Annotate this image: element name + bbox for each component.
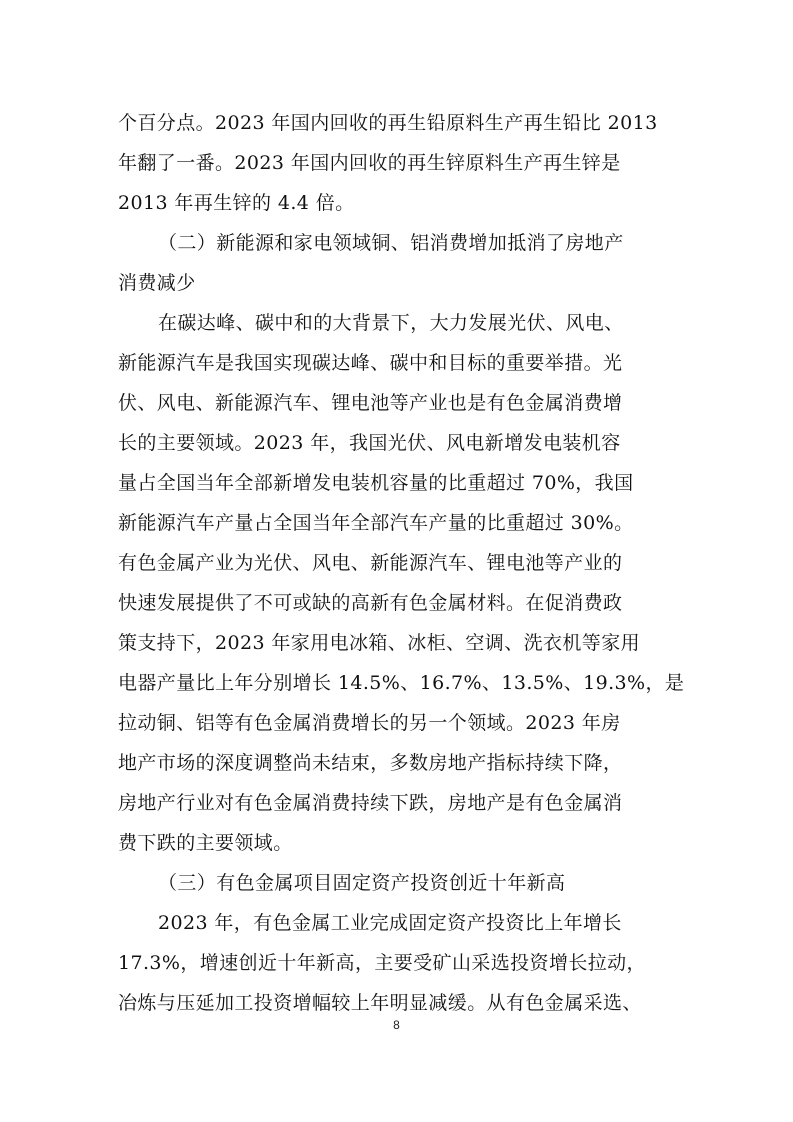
body-text-line: 拉动铜、铝等有色金属消费增长的另一个领域。2023 年房 bbox=[118, 712, 621, 734]
body-text-line: 地产市场的深度调整尚未结束，多数房地产指标持续下降， bbox=[118, 752, 623, 774]
page-number: 8 bbox=[393, 1018, 400, 1032]
body-text-line: 量占全国当年全部新增发电装机容量的比重超过 70%，我国 bbox=[118, 472, 634, 494]
body-text-line: 房地产行业对有色金属消费持续下跌，房地产是有色金属消 bbox=[118, 792, 623, 814]
body-text-line: 费下跌的主要领域。 bbox=[118, 832, 293, 854]
body-text-line: 长的主要领域。2023 年，我国光伏、风电新增发电装机容 bbox=[118, 432, 621, 454]
body-text-line: 新能源汽车是我国实现碳达峰、碳中和目标的重要举措。光 bbox=[118, 352, 623, 374]
body-text-line: 2013 年再生锌的 4.4 倍。 bbox=[118, 192, 355, 214]
section-heading-2: （二）新能源和家电领域铜、铝消费增加抵消了房地产 bbox=[158, 232, 624, 254]
body-text-line: 电器产量比上年分别增长 14.5%、16.7%、13.5%、19.3%，是 bbox=[118, 672, 685, 694]
section-heading-2-cont: 消费减少 bbox=[118, 272, 196, 294]
body-text-line: 策支持下，2023 年家用电冰箱、冰柜、空调、洗衣机等家用 bbox=[118, 632, 640, 654]
body-text-line: 年翻了一番。2023 年国内回收的再生锌原料生产再生锌是 bbox=[118, 152, 621, 174]
body-text-line: 快速发展提供了不可或缺的高新有色金属材料。在促消费政 bbox=[118, 592, 623, 614]
paragraph-start: 2023 年，有色金属工业完成固定资产投资比上年增长 bbox=[158, 912, 622, 934]
section-heading-3: （三）有色金属项目固定资产投资创近十年新高 bbox=[158, 872, 566, 894]
body-text-line: 有色金属产业为光伏、风电、新能源汽车、锂电池等产业的 bbox=[118, 552, 623, 574]
body-text-line: 新能源汽车产量占全国当年全部汽车产量的比重超过 30%。 bbox=[118, 512, 634, 534]
body-text-line: 个百分点。2023 年国内回收的再生铅原料生产再生铅比 2013 bbox=[118, 112, 658, 134]
body-text-line: 伏、风电、新能源汽车、锂电池等产业也是有色金属消费增 bbox=[118, 392, 623, 414]
body-text-line: 冶炼与压延加工投资增幅较上年明显减缓。从有色金属采选、 bbox=[118, 992, 642, 1014]
paragraph-start: 在碳达峰、碳中和的大背景下，大力发展光伏、风电、 bbox=[158, 312, 624, 334]
body-text-line: 17.3%，增速创近十年新高，主要受矿山采选投资增长拉动， bbox=[118, 952, 646, 974]
